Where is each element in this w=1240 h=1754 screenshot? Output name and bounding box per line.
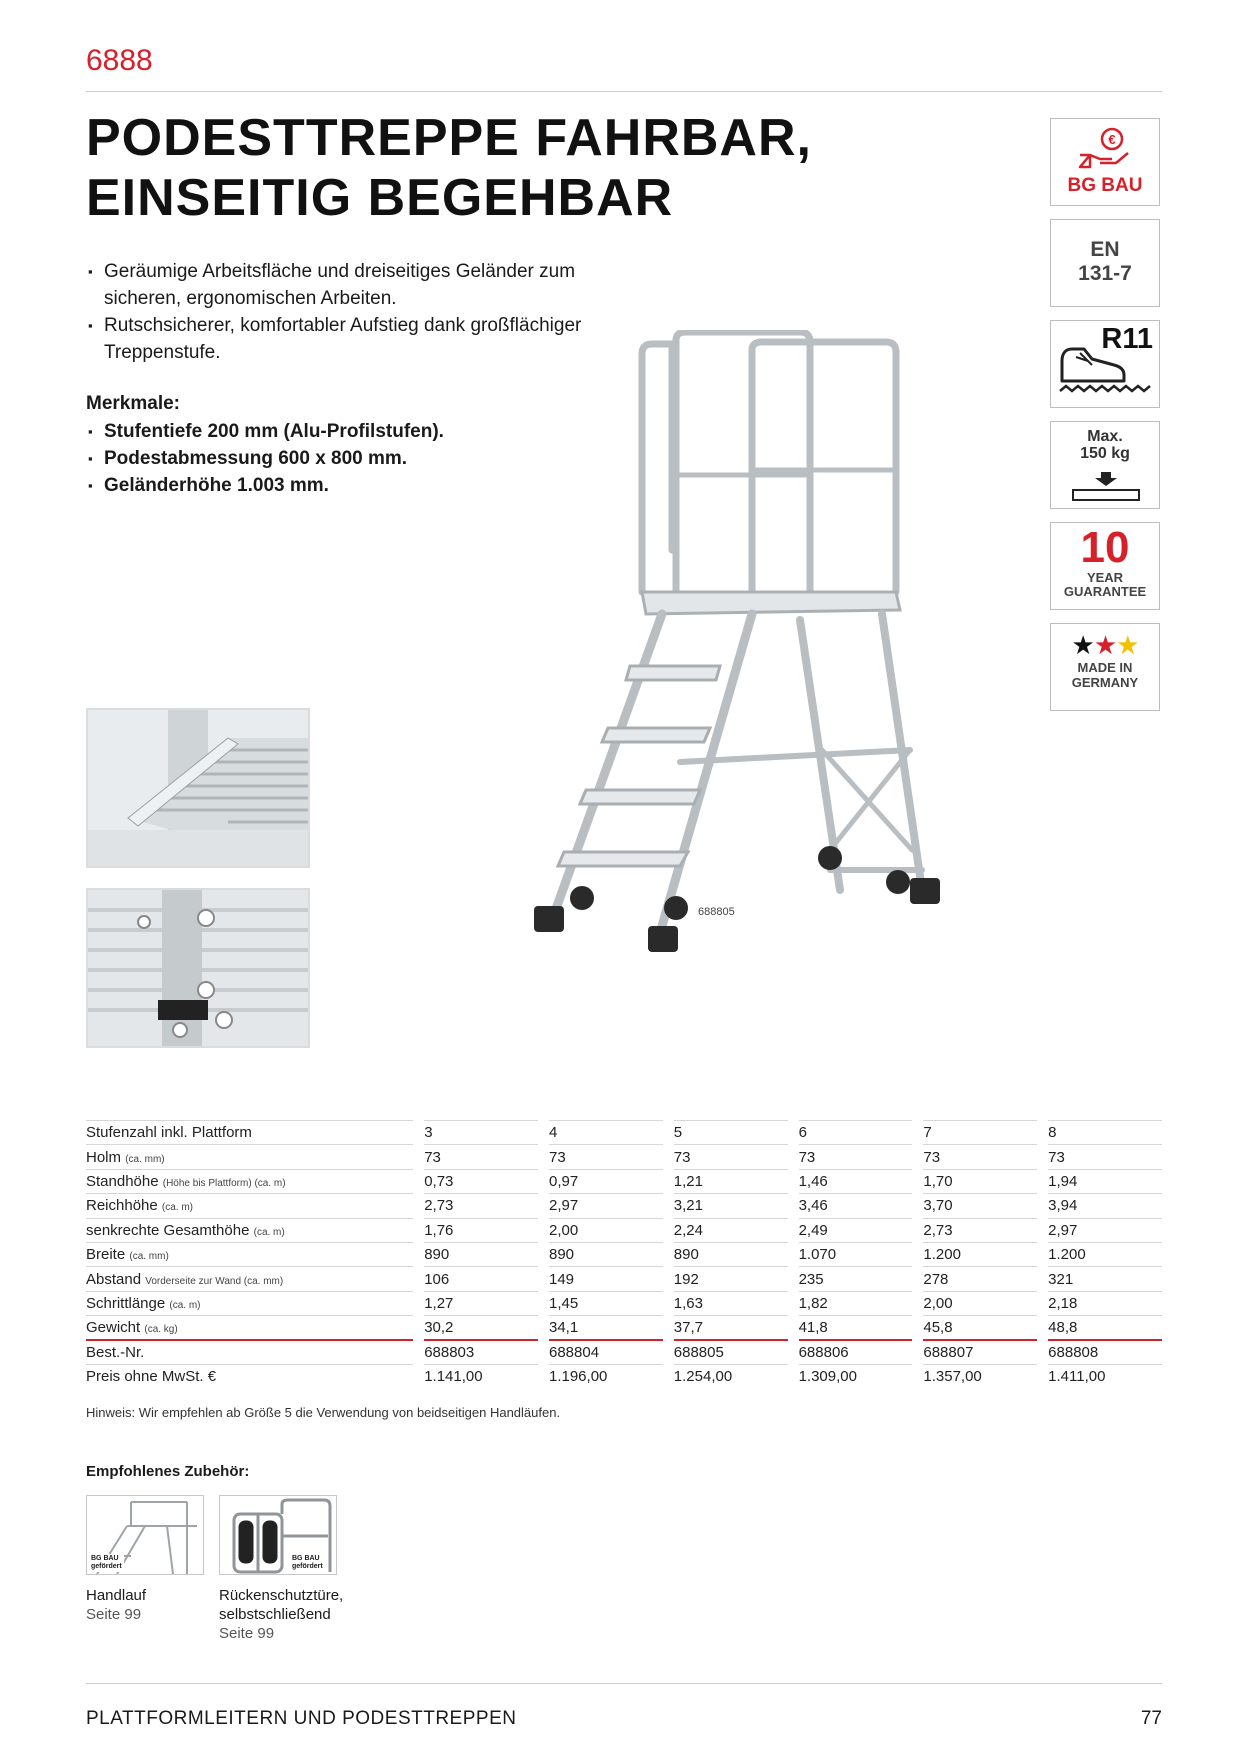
intro-bullet: ▪ Rutschsicherer, komfortabler Aufstieg dank großflächiger Treppenstufe.: [90, 312, 650, 366]
spec-cell: 5: [674, 1121, 788, 1145]
spec-row: [86, 1194, 1162, 1218]
spec-cell: 6: [799, 1121, 913, 1145]
spec-cell: 34,1: [549, 1316, 663, 1340]
accessory-handlauf[interactable]: [86, 1495, 208, 1624]
spec-cell: 1.141,00: [424, 1364, 538, 1388]
title-line-1: PODESTTREPPE FAHRBAR,: [86, 109, 812, 167]
spec-cell: 45,8: [923, 1316, 1037, 1340]
article-number: 6888: [86, 44, 153, 77]
spec-cell: 41,8: [799, 1316, 913, 1340]
feature-item: ▪ Geländerhöhe 1.003 mm.: [90, 472, 444, 499]
spec-cell: 688806: [799, 1340, 913, 1364]
spec-row-label: Preis ohne MwSt. €: [86, 1364, 413, 1388]
spec-cell: 192: [674, 1267, 788, 1291]
spec-cell: 688804: [549, 1340, 663, 1364]
note-text: Hinweis: Wir empfehlen ab Größe 5 die Verwendung von beidseitigen Handläufen.: [86, 1405, 561, 1420]
spec-cell: 235: [799, 1267, 913, 1291]
spec-cell: 890: [674, 1242, 788, 1266]
made-line-2: GERMANY: [1071, 675, 1139, 690]
spec-cell: 3,94: [1048, 1194, 1162, 1218]
spec-cell: 688808: [1048, 1340, 1162, 1364]
spec-row-label: Schrittlänge (ca. m): [86, 1291, 413, 1315]
spec-cell: 1.070: [799, 1242, 913, 1266]
spec-cell: 890: [424, 1242, 538, 1266]
spec-cell: 1,45: [549, 1291, 663, 1315]
spec-cell: 73: [424, 1145, 538, 1169]
german-stars-icon: ★★★: [1071, 630, 1139, 660]
spec-cell: 1,63: [674, 1291, 788, 1315]
max-line-2: 150 kg: [1080, 445, 1130, 462]
spec-cell: 1,94: [1048, 1169, 1162, 1193]
en-norm-badge: [1050, 219, 1160, 307]
spec-cell: 4: [549, 1121, 663, 1145]
accessories-title: Empfohlenes Zubehör:: [86, 1463, 250, 1480]
step-detail-image: [86, 708, 310, 868]
en-line-1: EN: [1090, 238, 1120, 261]
spec-cell: 1,70: [923, 1169, 1037, 1193]
spec-cell: 73: [674, 1145, 788, 1169]
feature-item: ▪ Podestabmessung 600 x 800 mm.: [90, 445, 444, 472]
spec-row-label: senkrechte Gesamthöhe (ca. m): [86, 1218, 413, 1242]
max-load-badge: [1050, 421, 1160, 509]
spec-row-label: Holm (ca. mm): [86, 1145, 413, 1169]
spec-cell: 890: [549, 1242, 663, 1266]
feature-item: ▪ Stufentiefe 200 mm (Alu-Profilstufen).: [90, 418, 444, 445]
spec-row: [86, 1218, 1162, 1242]
spec-row-label: Reichhöhe (ca. m): [86, 1194, 413, 1218]
r11-badge: [1050, 320, 1160, 408]
spec-cell: 688807: [923, 1340, 1037, 1364]
spec-cell: 73: [799, 1145, 913, 1169]
spec-cell: 48,8: [1048, 1316, 1162, 1340]
spec-cell: 3,70: [923, 1194, 1037, 1218]
spec-cell: 3,21: [674, 1194, 788, 1218]
guarantee-badge: [1050, 522, 1160, 610]
spec-cell: 106: [424, 1267, 538, 1291]
spec-cell: 30,2: [424, 1316, 538, 1340]
spec-cell: 1.200: [923, 1242, 1037, 1266]
spec-cell: 1,46: [799, 1169, 913, 1193]
spec-row-label: Standhöhe (Höhe bis Plattform) (ca. m): [86, 1169, 413, 1193]
footer-section-title: PLATTFORMLEITERN UND PODESTTREPPEN: [86, 1708, 517, 1729]
spec-cell: 3: [424, 1121, 538, 1145]
bg-bau-badge: [1050, 118, 1160, 206]
spec-cell: 2,49: [799, 1218, 913, 1242]
guarantee-line-1: YEAR: [1086, 570, 1124, 585]
spec-cell: 2,73: [424, 1194, 538, 1218]
spec-row: [86, 1242, 1162, 1266]
spec-cell: 688805: [674, 1340, 788, 1364]
spec-cell: 2,00: [549, 1218, 663, 1242]
accessory-name: Handlauf: [86, 1587, 147, 1604]
spec-cell: 1.196,00: [549, 1364, 663, 1388]
made-line-1: MADE IN: [1077, 660, 1133, 675]
spec-row: [86, 1169, 1162, 1193]
load-arrow-icon: [1071, 470, 1141, 502]
guarantee-line-2: GUARANTEE: [1063, 584, 1147, 599]
product-image: [490, 330, 970, 970]
spec-cell: 2,24: [674, 1218, 788, 1242]
svg-text:€: €: [1108, 132, 1116, 147]
spec-cell: 2,73: [923, 1218, 1037, 1242]
spec-cell: 1.357,00: [923, 1364, 1037, 1388]
r11-label: R11: [1101, 323, 1153, 355]
en-line-2: 131-7: [1078, 262, 1132, 285]
spec-cell: 1.309,00: [799, 1364, 913, 1388]
accessory-page: Seite 99: [86, 1606, 142, 1623]
spec-cell: 73: [923, 1145, 1037, 1169]
spec-cell: 1,21: [674, 1169, 788, 1193]
bolt-detail-image: [86, 888, 310, 1048]
bg-bau-tag: BG BAU gefördert: [292, 1555, 323, 1570]
spec-row: [86, 1364, 1162, 1388]
bg-bau-tag: BG BAU gefördert: [91, 1555, 122, 1570]
spec-cell: 1,76: [424, 1218, 538, 1242]
spec-cell: 8: [1048, 1121, 1162, 1145]
spec-row-label: Stufenzahl inkl. Plattform: [86, 1121, 413, 1145]
product-image-code: 688805: [698, 906, 735, 918]
accessory-page: Seite 99: [219, 1625, 275, 1642]
bg-bau-label: BG BAU: [1067, 175, 1143, 196]
accessory-name: Rückenschutztüre, selbstschließend: [219, 1587, 344, 1623]
spec-cell: 0,97: [549, 1169, 663, 1193]
spec-cell: 2,97: [1048, 1218, 1162, 1242]
spec-cell: 2,18: [1048, 1291, 1162, 1315]
spec-row-label: Gewicht (ca. kg): [86, 1316, 413, 1340]
badge-column: [1050, 118, 1160, 724]
title-line-2: EINSEITIG BEGEHBAR: [86, 169, 674, 227]
spec-cell: 73: [549, 1145, 663, 1169]
spec-table: [86, 1120, 1162, 1389]
spec-row: [86, 1340, 1162, 1364]
bottom-divider: [86, 1683, 1162, 1684]
spec-cell: 2,00: [923, 1291, 1037, 1315]
top-divider: [86, 91, 1162, 92]
spec-cell: 37,7: [674, 1316, 788, 1340]
spec-row: [86, 1121, 1162, 1145]
spec-cell: 7: [923, 1121, 1037, 1145]
spec-row: [86, 1291, 1162, 1315]
spec-cell: 3,46: [799, 1194, 913, 1218]
accessory-rueckenschutztuere[interactable]: [219, 1495, 344, 1643]
spec-row-label: Abstand Vorderseite zur Wand (ca. mm): [86, 1267, 413, 1291]
euro-hand-icon: [1076, 125, 1136, 171]
rueckenschutztuere-thumbnail: [219, 1495, 337, 1575]
spec-cell: 688803: [424, 1340, 538, 1364]
spec-cell: 1.200: [1048, 1242, 1162, 1266]
features-list: [90, 418, 444, 499]
max-line-1: Max.: [1087, 428, 1123, 445]
spec-cell: 1.254,00: [674, 1364, 788, 1388]
spec-cell: 73: [1048, 1145, 1162, 1169]
spec-row-label: Breite (ca. mm): [86, 1242, 413, 1266]
spec-cell: 2,97: [549, 1194, 663, 1218]
spec-cell: 278: [923, 1267, 1037, 1291]
spec-cell: 1,27: [424, 1291, 538, 1315]
spec-cell: 0,73: [424, 1169, 538, 1193]
page-title: [86, 108, 812, 228]
spec-row: [86, 1145, 1162, 1169]
spec-row: [86, 1267, 1162, 1291]
made-in-germany-badge: [1050, 623, 1160, 711]
guarantee-number: 10: [1080, 523, 1130, 572]
spec-row: [86, 1316, 1162, 1340]
page-number: 77: [1140, 1708, 1162, 1729]
spec-cell: 1,82: [799, 1291, 913, 1315]
spec-cell: 321: [1048, 1267, 1162, 1291]
spec-cell: 149: [549, 1267, 663, 1291]
spec-row-label: Best.-Nr.: [86, 1340, 413, 1364]
handlauf-thumbnail: [86, 1495, 204, 1575]
intro-bullet: ▪ Geräumige Arbeitsfläche und dreiseitiges Geländer zum sicheren, ergonomischen Arbeiten.: [90, 258, 650, 312]
spec-cell: 1.411,00: [1048, 1364, 1162, 1388]
features-title: Merkmale:: [86, 393, 180, 414]
